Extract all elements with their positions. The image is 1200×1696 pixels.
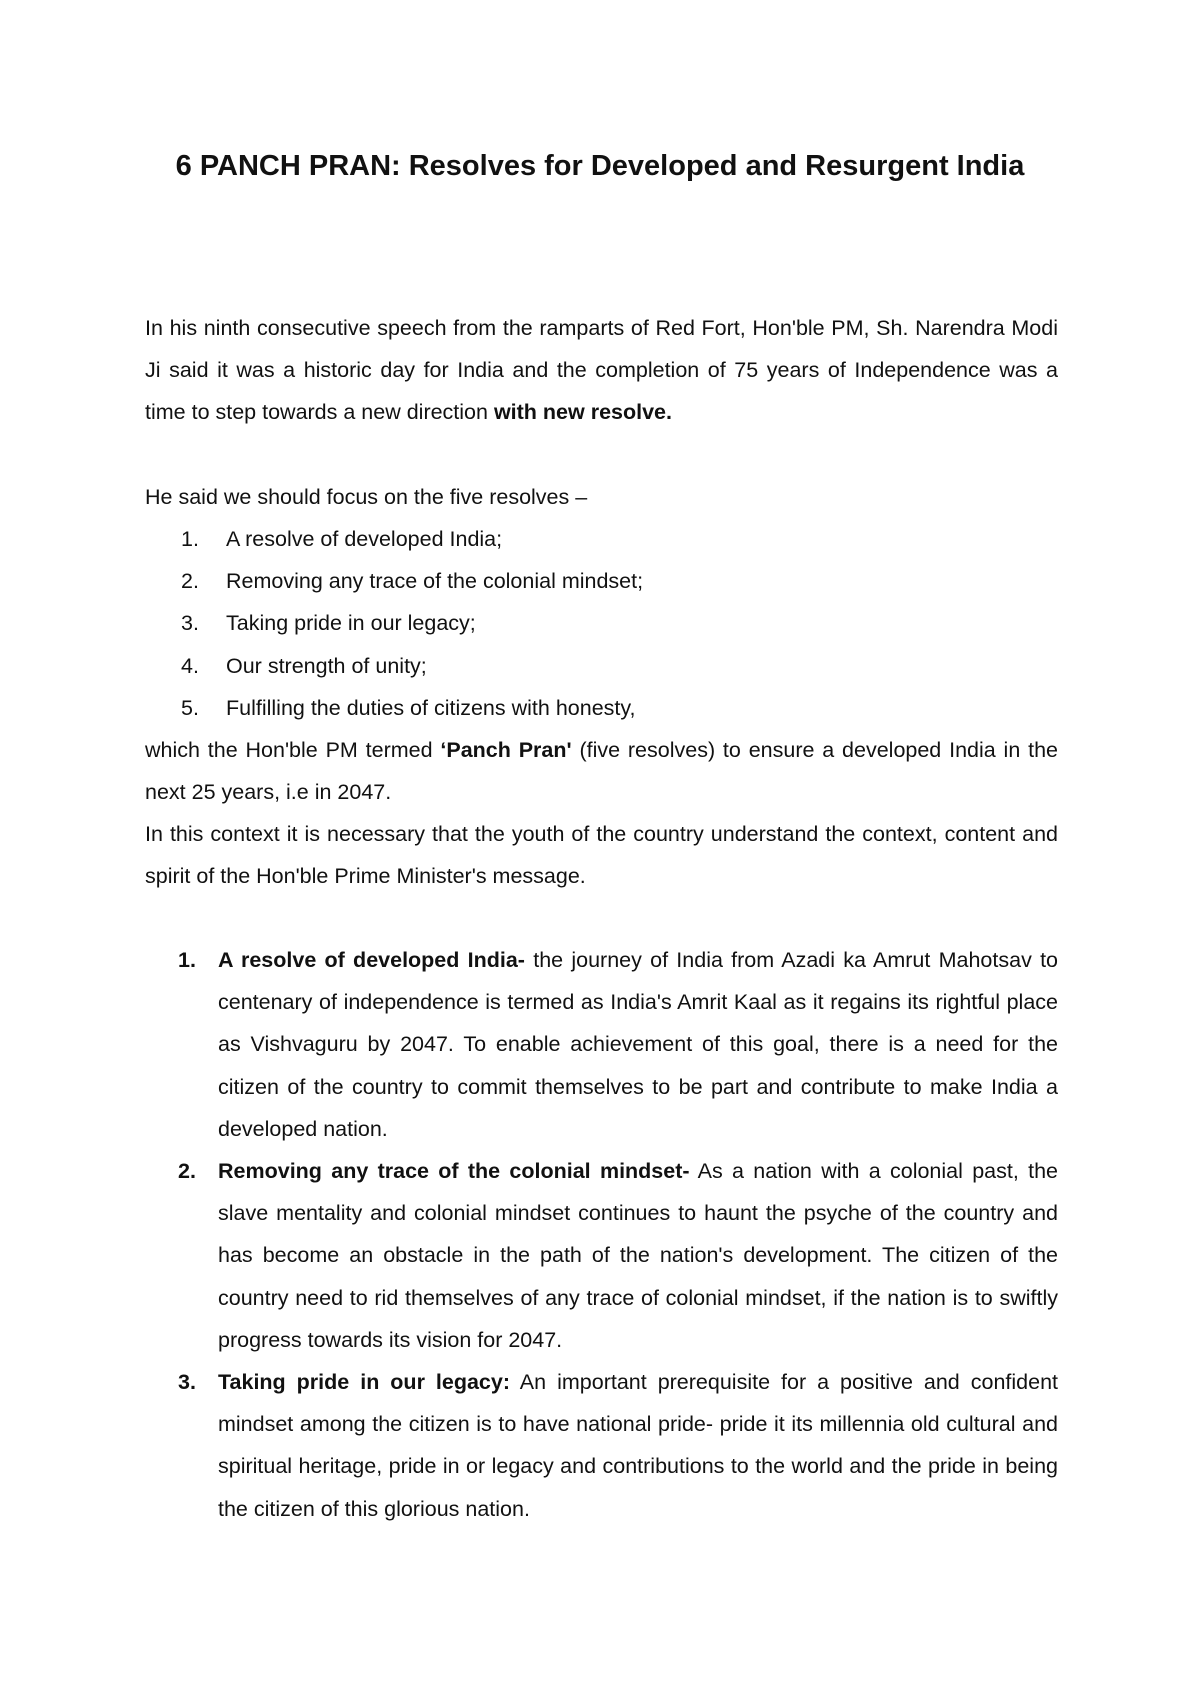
detail-item-number: 1. bbox=[178, 948, 196, 972]
list-item-number: 2. bbox=[181, 569, 199, 594]
intro-paragraph bbox=[145, 307, 1058, 434]
list-item-text: Fulfilling the duties of citizens with honesty, bbox=[226, 695, 636, 720]
list-item-text: Removing any trace of the colonial mindset; bbox=[226, 569, 644, 594]
context-paragraph: In this context it is necessary that the youth of the country understand the context, content and spirit of the Hon'ble Prime Minister's message. bbox=[145, 822, 1058, 889]
detail-item-number: 3. bbox=[178, 1370, 196, 1395]
closing-after: (five resolves) to ensure a developed India in the next 25 years, i.e in 2047. bbox=[145, 738, 1058, 805]
detail-item-heading: Removing any trace of the colonial mindset- bbox=[218, 1159, 690, 1184]
detail-item bbox=[145, 939, 1058, 1150]
list-item-number: 3. bbox=[181, 611, 199, 636]
detail-item-text: the journey of India from Azadi ka Amrut Mahotsav to centenary of independence is termed as India's Amrit Kaal as it regains its rightful place as Vishvaguru by 2047. To enable achievement of this goal, there is a need for the citizen of the country to commit themselves to be part and contribute to make India a developed nation. bbox=[218, 948, 1058, 1141]
intro-text: In his ninth consecutive speech from the ramparts of Red Fort, Hon'ble PM, Sh. Narendra Modi Ji said it was a historic day for India and the completion of 75 years of Independence was a time to step towards a new direction bbox=[145, 316, 1058, 425]
list-item-text: Taking pride in our legacy; bbox=[226, 611, 476, 636]
intro-bold-end: with new resolve. bbox=[493, 400, 672, 425]
list-item bbox=[145, 602, 1058, 644]
detail-item-text: An important prerequisite for a positive and confident mindset among the citizen is to have national pride- pride it its millennia old cultural and spiritual heritage, pride in or legacy and contributions to the world and the pride in being the citizen of this glorious nation. bbox=[218, 1370, 1059, 1521]
list-item bbox=[145, 560, 1058, 602]
list-item bbox=[145, 518, 1058, 560]
list-item bbox=[145, 687, 1058, 729]
detail-item bbox=[145, 1150, 1058, 1361]
detail-item-number: 2. bbox=[178, 1159, 196, 1184]
list-item bbox=[145, 645, 1058, 687]
list-item-text: Our strength of unity; bbox=[226, 653, 427, 678]
list-item-number: 5. bbox=[181, 695, 199, 720]
list-item-text: A resolve of developed India; bbox=[226, 527, 503, 551]
closing-paragraph bbox=[145, 729, 1058, 813]
focus-line: He said we should focus on the five resolves – bbox=[145, 485, 588, 509]
detail-item-text: As a nation with a colonial past, the slave mentality and colonial mindset continues to haunt the psyche of the country and has become an obstacle in the path of the nation's development. The citizen of the country need to rid themselves of any trace of colonial mindset, if the nation is to swiftly progress towards its vision for 2047. bbox=[218, 1159, 1058, 1352]
resolve-details-list bbox=[145, 939, 1058, 1530]
detail-item bbox=[145, 1361, 1058, 1530]
list-item-number: 1. bbox=[181, 527, 199, 551]
page-title: 6 PANCH PRAN: Resolves for Developed and Resurgent India bbox=[175, 150, 1025, 182]
list-item-number: 4. bbox=[181, 653, 199, 678]
panch-pran-term: ‘Panch Pran' bbox=[440, 738, 572, 762]
detail-item-heading: Taking pride in our legacy: bbox=[218, 1370, 511, 1395]
closing-before: which the Hon'ble PM termed bbox=[145, 738, 441, 762]
resolves-list bbox=[145, 518, 1058, 729]
detail-item-heading: A resolve of developed India- bbox=[218, 948, 525, 972]
